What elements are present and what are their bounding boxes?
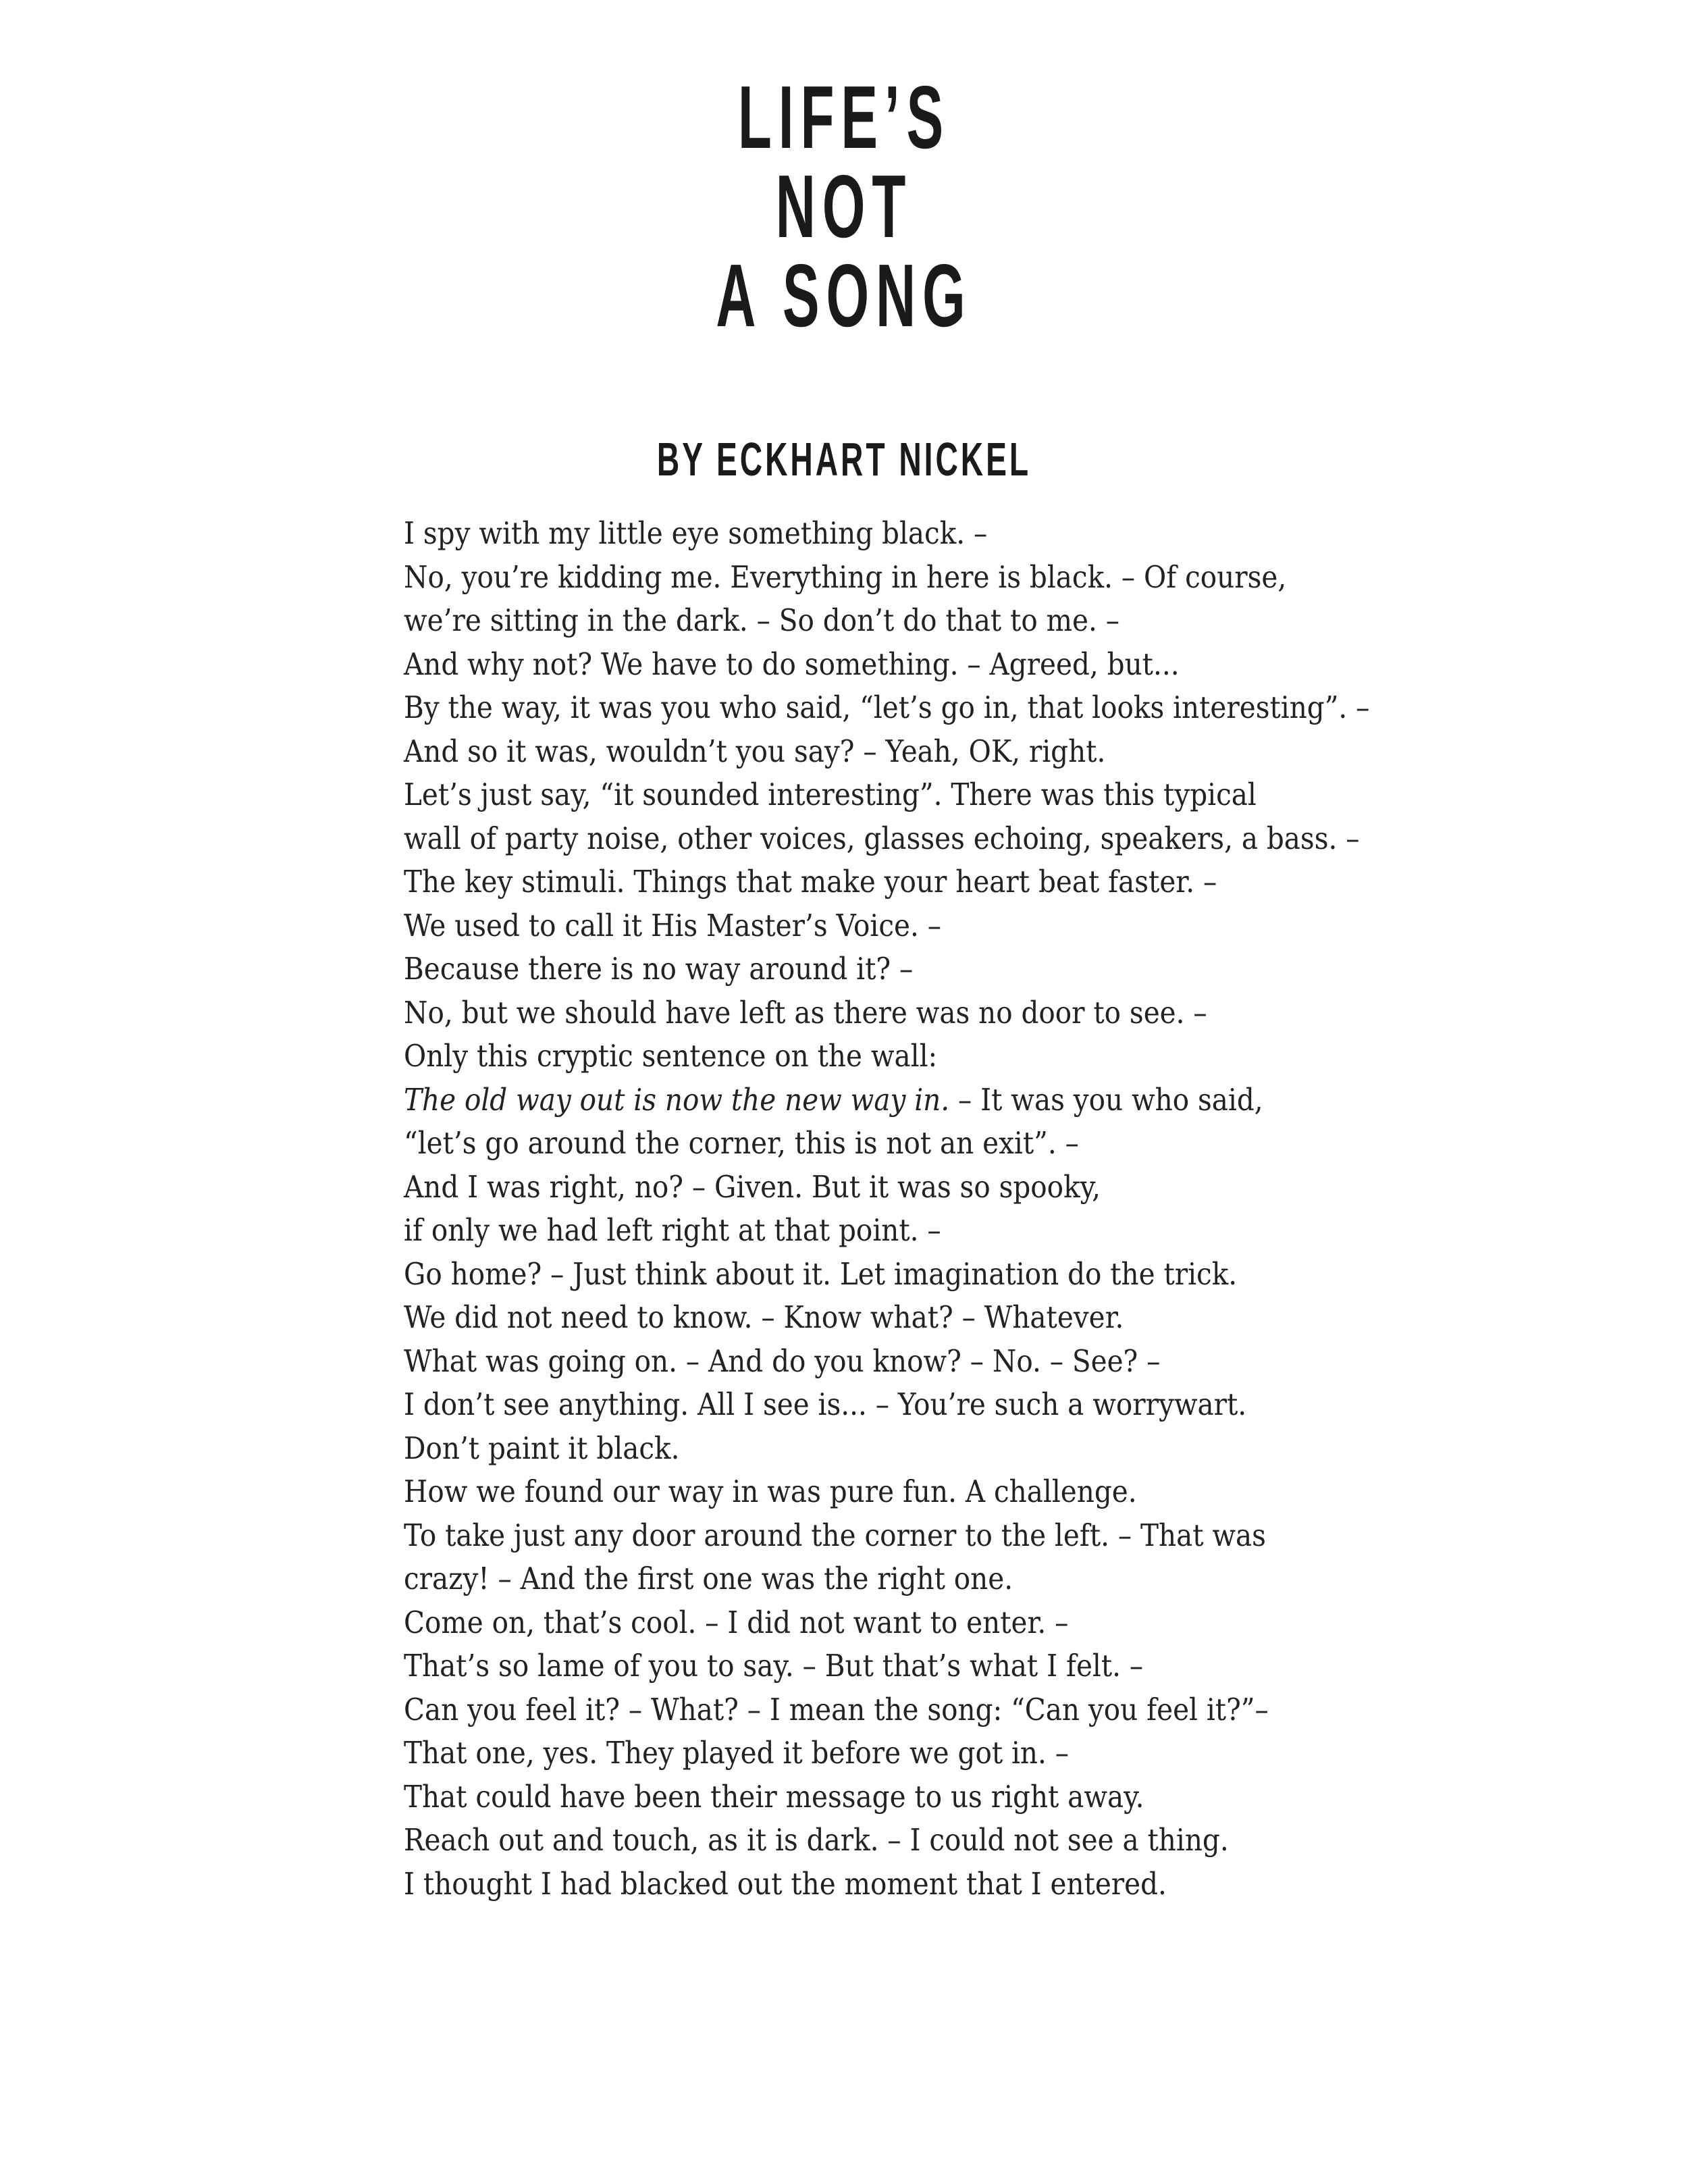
poem-line: I thought I had blacked out the moment that I entered. (404, 1865, 1167, 1902)
poem-line: Can you feel it? – What? – I mean the song: “Can you feel it?”– (404, 1691, 1269, 1727)
poem-line-remainder: – It was you who said, (949, 1081, 1263, 1118)
title-line: NOT (775, 157, 913, 256)
poem-line: Because there is no way around it? – (404, 951, 914, 987)
poem-line: How we found our way in was pure fun. A challenge. (404, 1474, 1137, 1509)
poem-line: That could have been their message to us right away. (404, 1778, 1144, 1815)
poem-line: Don’t paint it black. (404, 1430, 680, 1466)
poem-body (404, 512, 1467, 1906)
poem-line: Go home? – Just think about it. Let imagination do the trick. (404, 1255, 1238, 1292)
author-byline: BY ECKHART NICKEL (656, 433, 1032, 486)
poem-line: I spy with my little eye something black. – (404, 515, 988, 551)
poem-line: crazy! – And the first one was the right one. (404, 1561, 1013, 1596)
poem-line: To take just any door around the corner to the left. – That was (404, 1517, 1266, 1553)
poem-line: if only we had left right at that point. – (404, 1212, 941, 1248)
poem-line: No, but we should have left as there was no door to see. – (404, 994, 1207, 1031)
poem-line: No, you’re kidding me. Everything in here is black. – Of course, (404, 558, 1287, 595)
poem-line: Come on, that’s cool. – I did not want to enter. – (404, 1604, 1069, 1640)
poem-title (321, 68, 1367, 345)
italic-phrase: The old way out is now the new way in. (404, 1081, 950, 1118)
poem-line: What was going on. – And do you know? – No. – See? – (404, 1343, 1161, 1379)
poem-line: By the way, it was you who said, “let’s go in, that looks interesting”. – (404, 690, 1370, 725)
poem-line: And I was right, no? – Given. But it was so spooky, (404, 1168, 1101, 1205)
poem-line: We did not need to know. – Know what? – Whatever. (404, 1299, 1124, 1335)
poem-line: I don’t see anything. All I see is... – You’re such a worrywart. (404, 1386, 1247, 1422)
poem-line: That one, yes. They played it before we got in. – (404, 1735, 1070, 1771)
title-line: A SONG (716, 246, 972, 345)
poem-line: Let’s just say, “it sounded interesting”. There was this typical (404, 777, 1257, 812)
poem-line: That’s so lame of you to say. – But that’s what I felt. – (404, 1648, 1144, 1684)
poem-line: And so it was, wouldn’t you say? – Yeah, OK, right. (404, 733, 1106, 769)
poem-line: The key stimuli. Things that make your heart beat faster. – (404, 864, 1217, 900)
poem-line: We used to call it His Master’s Voice. – (404, 907, 942, 943)
poem-line: And why not? We have to do something. – Agreed, but... (404, 646, 1180, 682)
poem-line: Only this cryptic sentence on the wall: (404, 1038, 938, 1074)
poem-line: “let’s go around the corner, this is not an exit”. – (404, 1125, 1079, 1161)
poem-line: we’re sitting in the dark. – So don’t do that to me. – (404, 602, 1119, 638)
poem-line: Reach out and touch, as it is dark. – I could not see a thing. (404, 1822, 1229, 1858)
poem-line-with-italic (404, 1078, 1467, 1122)
poem-line: wall of party noise, other voices, glasses echoing, speakers, a bass. – (404, 820, 1360, 856)
title-line: LIFE’S (737, 68, 951, 167)
